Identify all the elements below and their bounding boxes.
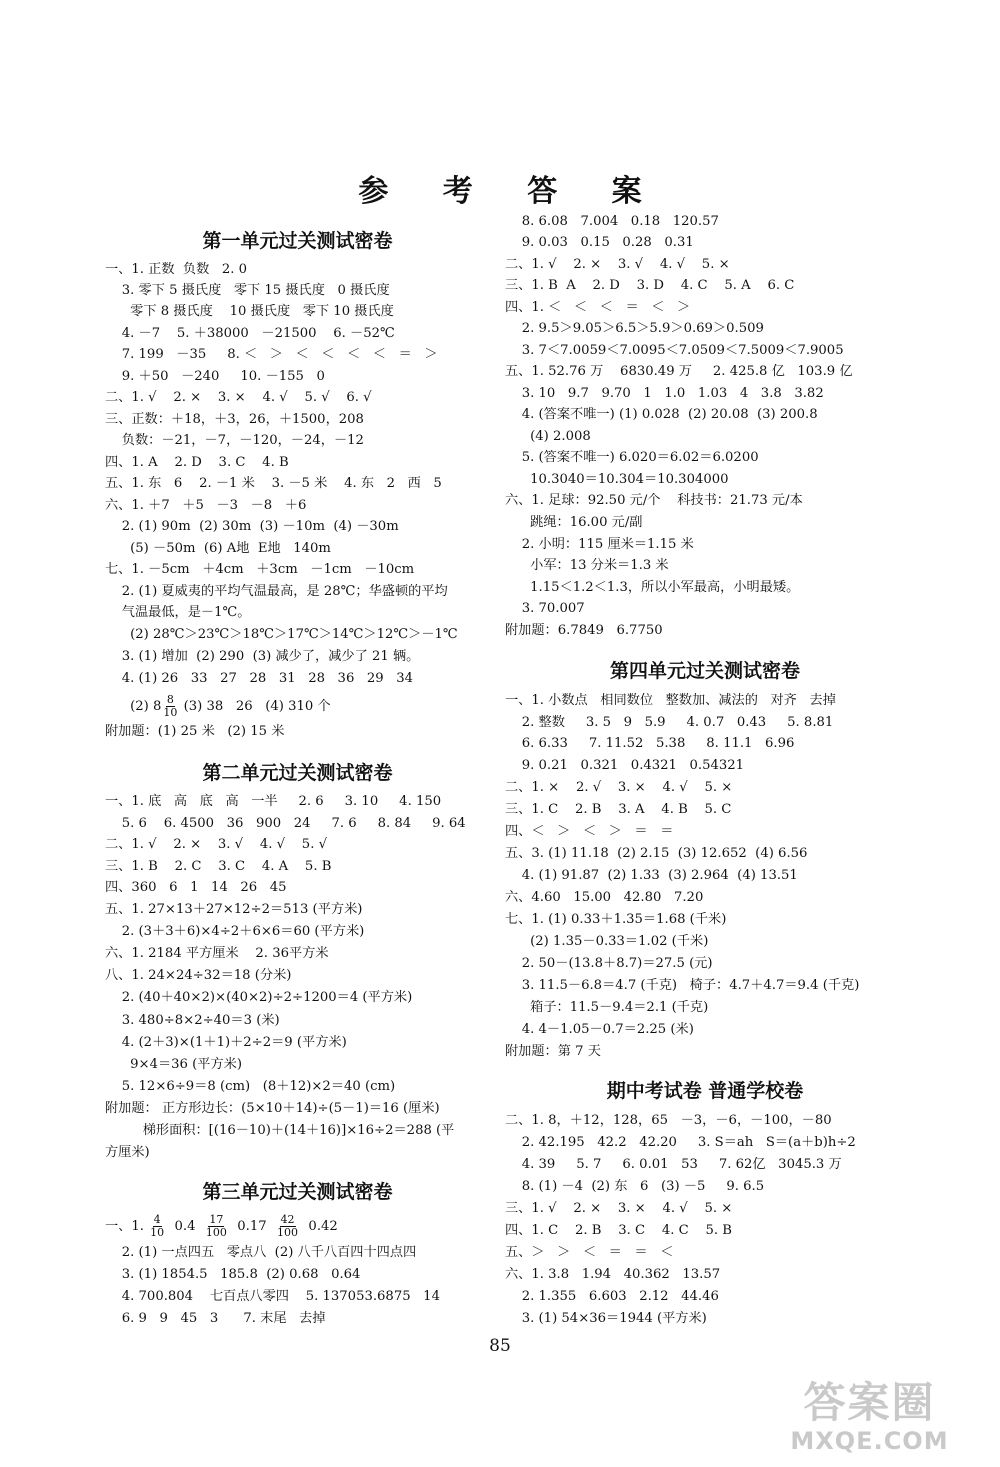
answer-line: 七、1. －5cm ＋4cm ＋3cm －1cm －10cm [105,562,415,577]
answer-line: 2. (1) 90m (2) 30m (3) －10m (4) －30m [105,519,399,534]
answer-line: 2. (1) 一点四五 零点八 (2) 八千八百四十四点四 [105,1245,417,1260]
fraction-numerator: 17 [209,1213,224,1226]
answer-line: 2. (3＋3＋6)×4÷2＋6×6＝60 (平方米) [105,924,365,939]
answer-line: 2. 9.5＞9.05＞6.5＞5.9＞0.69＞0.509 [505,321,764,336]
fraction-denominator: 10 [150,1226,165,1239]
answer-line: 3. 11.5－6.8＝4.7 (千克) 椅子：4.7＋4.7＝9.4 (千克) [505,978,860,993]
answer-line: 2. 50－(13.8＋8.7)＝27.5 (元) [505,956,713,971]
fraction-denominator: 100 [277,1226,299,1239]
answer-line: 附加题：第 7 天 [505,1044,601,1059]
answer-line: 附加题： 正方形边长：(5×10＋14)÷(5－1)＝16 (厘米) [105,1101,440,1116]
answer-line: 五、＞ ＞ ＜ ＝ ＝ ＜ [505,1245,674,1260]
unit4-title: 第四单元过关测试密卷 [609,660,800,682]
answer-line: 3. (1) 54×36＝1944 (平方米) [505,1311,707,1326]
answer-line: 六、4.60 15.00 42.80 7.20 [505,890,704,905]
answer-line: 4. 39 5. 7 6. 0.01 53 7. 62亿 3045.3 万 [505,1157,842,1172]
answer-line: 10.3040＝10.304＝10.304000 [505,472,729,487]
answer-line: 一、1. 正数 负数 2. 0 [105,262,248,277]
answer-line: 四、1. ＜ ＜ ＜ ＝ ＜ ＞ [505,300,691,315]
answer-line: 4. 700.804 七百点八零四 5. 137053.6875 14 [105,1289,440,1304]
answer-line: 9. ＋50 －240 10. －155 0 [105,369,325,384]
answer-line: 气温最低，是－1℃。 [105,605,251,620]
fraction-numerator: 4 [153,1213,161,1226]
answer-line: 附加题：6.7849 6.7750 [505,623,663,638]
fraction [163,694,177,719]
answer-line: 七、1. (1) 0.33＋1.35＝1.68 (千米) [505,912,727,927]
answer-line: 三、正数：＋18，＋3，26，＋1500，208 [105,412,364,427]
answer-text: (2) 8 [105,699,162,714]
answer-line: 3. 零下 5 摄氏度 零下 15 摄氏度 0 摄氏度 [105,283,390,298]
answer-line: 梯形面积：[(16－10)＋(14＋16)]×16÷2＝288 (平 [105,1123,455,1138]
answer-line: 9. 0.03 0.15 0.28 0.31 [505,235,694,250]
answer-line: 三、1. B 2. C 3. C 4. A 5. B [105,859,332,874]
answer-line-with-fractions [105,1214,338,1239]
fraction [206,1214,227,1239]
unit3-title: 第三单元过关测试密卷 [202,1181,393,1203]
answer-line: 8. 6.08 7.004 0.18 120.57 [505,214,719,229]
answer-line: 3. (1) 增加 (2) 290 (3) 减少了，减少了 21 辆。 [105,649,420,664]
answer-line: 2. 整数 3. 5 9 5.9 4. 0.7 0.43 5. 8.81 [505,715,834,730]
answer-line: 2. 42.195 42.2 42.20 3. S＝ah S＝(a＋b)h÷2 [505,1135,856,1150]
answer-line: (2) 28℃＞23℃＞18℃＞17℃＞14℃＞12℃＞－1℃ [105,627,458,642]
answer-line: 负数：－21，－7，－120，－24，－12 [105,433,364,448]
answer-line: 9×4＝36 (平方米) [105,1057,242,1072]
fraction-numerator: 8 [166,693,174,706]
answer-line: 3. 7＜7.0059＜7.0095＜7.0509＜7.5009＜7.9005 [505,343,844,358]
answer-line: 三、1. √ 2. × 3. × 4. √ 5. × [505,1201,733,1216]
answer-line: 六、1. 2184 平方厘米 2. 36平方米 [105,946,329,961]
answer-line: 2. 1.355 6.603 2.12 44.46 [505,1289,719,1304]
answer-line: (2) 1.35－0.33＝1.02 (千米) [505,934,709,949]
answer-text: 0.42 [300,1219,338,1234]
answer-line: 二、1. √ 2. × 3. √ 4. √ 5. × [505,257,730,272]
answer-line: 3. (1) 1854.5 185.8 (2) 0.68 0.64 [105,1267,361,1282]
answer-line: 2. 小明：115 厘米＝1.15 米 [505,537,694,552]
answer-line: 五、1. 52.76 万 6830.49 万 2. 425.8 亿 103.9 亿 [505,364,853,379]
answer-line-with-fraction [105,694,331,719]
answer-line: 2. (40＋40×2)×(40×2)÷2÷1200＝4 (平方米) [105,990,413,1005]
answer-line: 7. 199 －35 8. ＜ ＞ ＜ ＜ ＜ ＜ ＝ ＞ [105,347,438,362]
answer-line: 二、1. √ 2. × 3. √ 4. √ 5. √ [105,837,327,852]
answer-line: 零下 8 摄氏度 10 摄氏度 零下 10 摄氏度 [105,304,394,319]
answer-line: 小军：13 分米＝1.3 米 [505,558,669,573]
answer-line: 二、1. √ 2. × 3. × 4. √ 5. √ 6. √ [105,390,372,405]
page-title: 参 考 答 案 [358,174,664,209]
answer-line: 五、1. 27×13＋27×12÷2＝513 (平方米) [105,902,363,917]
answer-line: 跳绳：16.00 元/副 [505,515,643,530]
answer-line: 5. 12×6÷9＝8 (cm) (8＋12)×2＝40 (cm) [105,1079,396,1094]
answer-line: 六、1. 3.8 1.94 40.362 13.57 [505,1267,721,1282]
page-number: 85 [489,1336,511,1356]
answer-line: 4. －7 5. ＋38000 －21500 6. －52℃ [105,326,395,341]
watermark-url: MXQE.COM [790,1427,949,1455]
answer-line: 3. 10 9.7 9.70 1 1.0 1.03 4 3.8 3.82 [505,386,824,401]
answer-line: 6. 9 9 45 3 7. 末尾 去掉 [105,1311,326,1326]
answer-line: 一、1. 底 高 底 高 一半 2. 6 3. 10 4. 150 [105,794,442,809]
answer-line: (5) －50m (6) A地 E地 140m [105,541,331,556]
answer-line: 五、3. (1) 11.18 (2) 2.15 (3) 12.652 (4) 6.56 [505,846,808,861]
answer-line: 四、360 6 1 14 26 45 [105,880,287,895]
answer-line: 5. (答案不唯一) 6.020＝6.02＝6.0200 [505,450,759,465]
answer-line: 4. (2＋3)×(1＋1)＋2÷2＝9 (平方米) [105,1035,347,1050]
answer-line: 4. 4－1.05－0.7＝2.25 (米) [505,1022,694,1037]
answer-line: 六、1. ＋7 ＋5 －3 －8 ＋6 [105,498,307,513]
answer-line: 5. 6 6. 4500 36 900 24 7. 6 8. 84 9. 64 [105,816,466,831]
answer-line: 四、1. A 2. D 3. C 4. B [105,455,289,470]
fraction [150,1214,164,1239]
fraction-denominator: 100 [205,1226,227,1239]
answer-line: 附加题：(1) 25 米 (2) 15 米 [105,724,285,739]
answer-line: 4. (答案不唯一) (1) 0.028 (2) 20.08 (3) 200.8 [505,407,818,422]
answer-text: 0.4 [166,1219,204,1234]
answer-line: 1.15＜1.2＜1.3，所以小军最高，小明最矮。 [505,580,800,595]
answer-line: 四、1. C 2. B 3. C 4. C 5. B [505,1223,732,1238]
answer-line: 6. 6.33 7. 11.52 5.38 8. 11.1 6.96 [505,736,795,751]
answer-line: 五、1. 东 6 2. －1 米 3. －5 米 4. 东 2 西 5 [105,476,442,491]
answer-line: 3. 70.007 [505,601,585,616]
answer-line: (4) 2.008 [505,429,591,444]
answer-line: 箱子：11.5－9.4＝2.1 (千克) [505,1000,709,1015]
fraction-denominator: 10 [163,706,178,719]
answer-line: 一、1. 小数点 相同数位 整数加、减法的 对齐 去掉 [505,693,836,708]
watermark-logo [757,1379,982,1459]
answer-text: (3) 38 26 (4) 310 个 [179,699,331,714]
answer-line: 二、1. 8，＋12，128，65 －3，－6，－100，－80 [505,1113,832,1128]
unit1-title: 第一单元过关测试密卷 [202,230,393,252]
answer-line: 8. (1) －4 (2) 东 6 (3) －5 9. 6.5 [505,1179,765,1194]
answer-line: 三、1. C 2. B 3. A 4. B 5. C [505,802,732,817]
answer-line: 4. (1) 91.87 (2) 1.33 (3) 2.964 (4) 13.51 [505,868,798,883]
answer-line: 方厘米) [105,1145,150,1160]
answer-line: 3. 480÷8×2÷40＝3 (米) [105,1013,280,1028]
answer-text: 0.17 [228,1219,276,1234]
watermark-logo-text: 答案圈 [803,1378,936,1427]
answer-line: 八、1. 24×24÷32＝18 (分米) [105,968,292,983]
answer-line: 4. (1) 26 33 27 28 31 28 36 29 34 [105,671,414,686]
answer-text: 一、1. [105,1219,149,1234]
answer-line: 2. (1) 夏威夷的平均气温最高，是 28℃；华盛顿的平均 [105,584,448,599]
answer-line: 四、＜ ＞ ＜ ＞ ＝ ＝ [505,824,674,839]
fraction [277,1214,298,1239]
answer-line: 9. 0.21 0.321 0.4321 0.54321 [505,758,745,773]
answer-line: 六、1. 足球：92.50 元/个 科技书：21.73 元/本 [505,493,803,508]
fraction-numerator: 42 [280,1213,295,1226]
answer-line: 二、1. × 2. √ 3. × 4. √ 5. × [505,780,733,795]
unit2-title: 第二单元过关测试密卷 [202,762,393,784]
midterm-title: 期中考试卷 普通学校卷 [606,1080,804,1102]
answer-line: 三、1. B A 2. D 3. D 4. C 5. A 6. C [505,278,795,293]
